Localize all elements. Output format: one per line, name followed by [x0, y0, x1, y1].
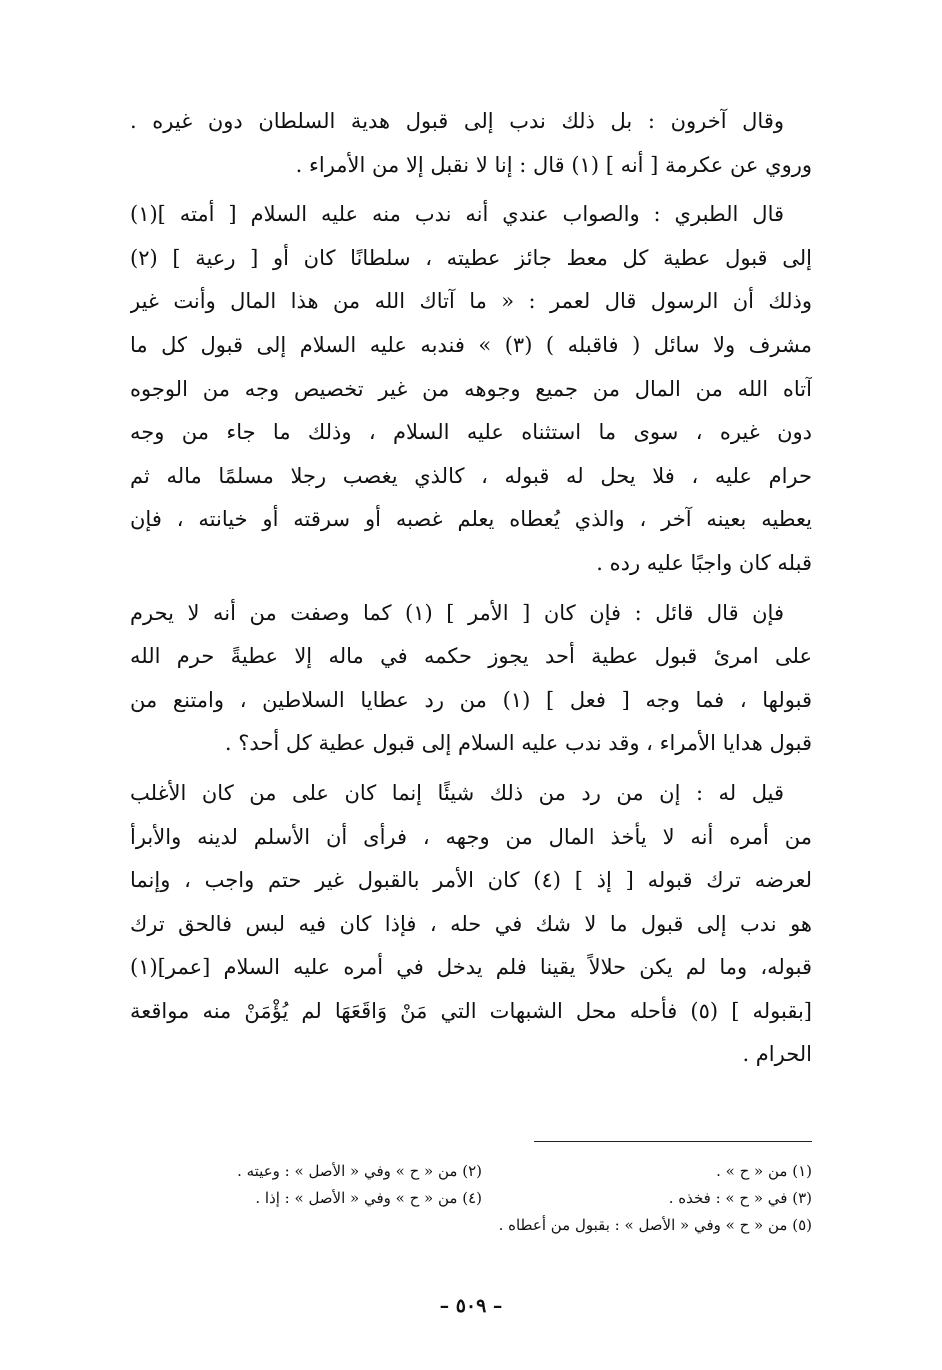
text-line: وذلك أن الرسول قال لعمر : « ما آتاك الله من هذا المال وأنت غير — [130, 289, 812, 314]
text-line: قبول هدايا الأمراء ، وقد ندب عليه السلام إلى قبول عطية كل أحد؟ . — [224, 731, 812, 756]
text-line: على امرئ قبول عطية أحد يجوز حكمه في ماله إلا عطيةً حرم الله — [130, 644, 812, 669]
text-line: مشرف ولا سائل ( فاقبله ) (٣) » فندبه عليه السلام إلى قبول كل ما — [130, 332, 812, 357]
footnote: (١) من « ح » . — [716, 1162, 812, 1180]
footnote: (٣) في « ح » : فخذه . — [668, 1189, 812, 1207]
text-line: قبولها ، فما وجه [ فعل ] (١) من رد عطايا السلاطين ، وامتنع من — [130, 687, 812, 712]
footnote: (٥) من « ح » وفي « الأصل » : بقبول من أعطاه . — [498, 1216, 812, 1234]
text-line: قبوله، وما لم يكن حلالاً يقينا فلم يدخل في أمره عليه السلام [عمر](١) — [130, 955, 812, 980]
footnote: (٤) من « ح » وفي « الأصل » : إذا . — [255, 1189, 482, 1207]
paragraph-1 — [130, 100, 812, 187]
text-line: [بقبوله ] (٥) فأحله محل الشبهات التي مَنْ وَاقَعَهَا لم يُؤْمَنْ منه مواقعة — [130, 998, 812, 1023]
text-line: حرام عليه ، فلا يحل له قبوله ، كالذي يغصب رجلا مسلمًا ماله ثم — [130, 463, 812, 488]
footnote-row — [122, 1212, 812, 1239]
text-line: لعرضه ترك قبوله [ إذ ] (٤) كان الأمر بالقبول غير حتم واجب ، وإنما — [130, 868, 812, 893]
text-line: يعطيه بعينه آخر ، والذي يُعطاه يعلم غصبه أو سرقته أو خيانته ، فإن — [130, 507, 812, 532]
page-number: – ٥٠٩ – — [439, 1295, 503, 1317]
paragraph-3 — [130, 592, 812, 766]
footnotes — [122, 1158, 812, 1239]
text-line: وقال آخرون : بل ذلك ندب إلى قبول هدية السلطان دون غيره . — [130, 109, 784, 133]
main-text — [130, 100, 812, 1077]
text-line: دون غيره ، سوى ما استثناه عليه السلام ، وذلك ما جاء من وجه — [130, 420, 812, 445]
footnote: (٢) من « ح » وفي « الأصل » : وعيته . — [237, 1162, 482, 1180]
paragraph-4 — [130, 772, 812, 1077]
text-line: قال الطبري : والصواب عندي أنه ندب منه عليه السلام [ أمته ](١) — [130, 202, 784, 227]
footnote-row — [122, 1185, 812, 1212]
text-line: آتاه الله من المال من جميع وجوهه من غير تخصيص وجه من الوجوه — [130, 376, 812, 401]
text-line: قبله كان واجبًا عليه رده . — [596, 550, 812, 575]
text-line: هو ندب إلى قبول ما لا شك في حله ، فإذا كان فيه لبس فالحق ترك — [130, 911, 812, 936]
text-line: الحرام . — [742, 1042, 812, 1067]
footnote-row — [122, 1158, 812, 1185]
text-line: قيل له : إن من رد من ذلك شيئًا إنما كان على من كان الأغلب — [130, 780, 784, 805]
footnote-separator — [534, 1141, 812, 1142]
text-line: إلى قبول عطية كل معط جائز عطيته ، سلطانًا كان أو [ رعية ] (٢) — [130, 245, 812, 270]
text-line: من أمره أنه لا يأخذ المال من وجهه ، فرأى أن الأسلم لدينه والأبرأ — [130, 824, 812, 849]
paragraph-2 — [130, 193, 812, 585]
text-line: فإن قال قائل : فإن كان [ الأمر ] (١) كما وصفت من أنه لا يحرم — [130, 600, 784, 625]
text-line: وروي عن عكرمة [ أنه ] (١) قال : إنا لا نقبل إلا من الأمراء . — [295, 152, 812, 177]
